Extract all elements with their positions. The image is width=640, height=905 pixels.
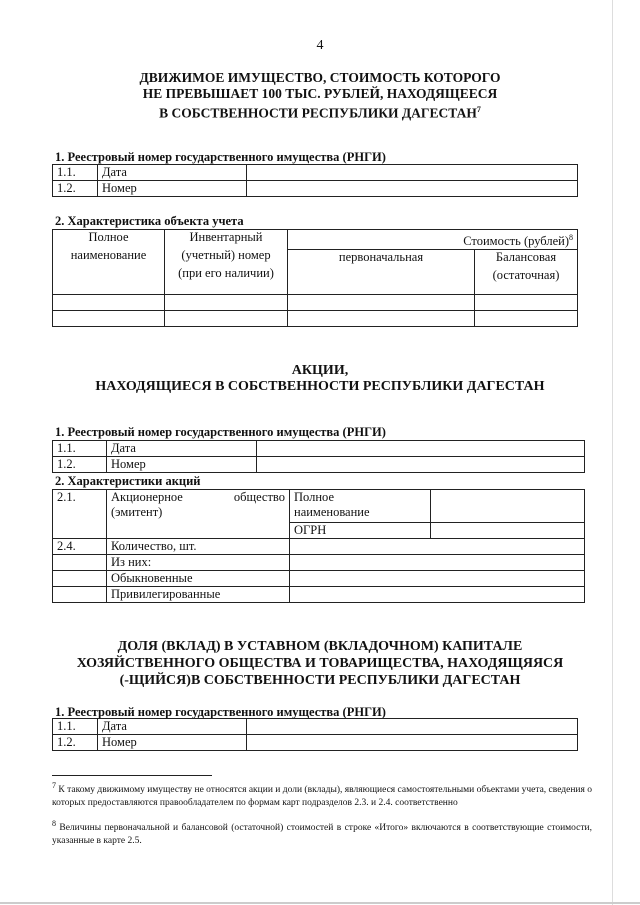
section1-heading-line1: ДВИЖИМОЕ ИМУЩЕСТВО, СТОИМОСТЬ КОТОРОГО xyxy=(139,70,501,85)
section3-registry-title: 1. Реестровый номер государственного имущества (РНГИ) xyxy=(55,705,386,719)
section1-registry-title: 1. Реестровый номер государственного имущества (РНГИ) xyxy=(55,150,386,164)
col-balance-line2: (остаточная) xyxy=(492,268,560,283)
col-cost-header xyxy=(288,230,578,250)
section3-heading xyxy=(40,638,600,689)
reg-value-date[interactable] xyxy=(257,441,585,457)
preferred-label-cell: Привилегированные xyxy=(107,587,290,603)
full-name-label-line2: наименование xyxy=(294,505,370,519)
section2-char-title: 2. Характеристики акций xyxy=(55,474,201,488)
col-balance-line1: Балансовая xyxy=(495,250,557,265)
empty-num-cell xyxy=(53,571,107,587)
section1-heading-line2: НЕ ПРЕВЫШАЕТ 100 ТЫС. РУБЛЕЙ, НАХОДЯЩЕЕСЯ xyxy=(142,86,498,101)
object-characteristics-table xyxy=(52,229,578,327)
full-name-value-cell[interactable] xyxy=(431,490,585,523)
issuer-label-line2: (эмитент) xyxy=(111,505,163,519)
section3-registry-table xyxy=(52,718,578,751)
reg-value-number[interactable] xyxy=(257,457,585,473)
section1-heading-line3-text: В СОБСТВЕННОСТИ РЕСПУБЛИКИ ДАГЕСТАН xyxy=(159,105,477,121)
table-cell[interactable] xyxy=(475,295,578,311)
col-full-name-line1: Полное xyxy=(88,230,129,244)
section3-heading-line3: (-ЩИЙСЯ)В СОБСТВЕННОСТИ РЕСПУБЛИКИ ДАГЕСТАН xyxy=(119,673,521,688)
reg-value-number[interactable] xyxy=(247,735,578,751)
section2-heading-line1: АКЦИИ, xyxy=(291,363,349,378)
reg-num-cell: 1.1. xyxy=(53,165,98,181)
issuer-label-word2: общество xyxy=(233,490,285,504)
footnote-separator xyxy=(52,775,212,776)
reg-num-cell: 1.2. xyxy=(53,735,98,751)
reg-num-cell: 1.2. xyxy=(53,457,107,473)
section2-heading xyxy=(60,363,580,395)
issuer-label-cell xyxy=(107,490,290,539)
section3-heading-line1: ДОЛЯ (ВКЛАД) В УСТАВНОМ (ВКЛАДОЧНОМ) КАПИТАЛЕ xyxy=(117,639,523,654)
section1-char-title: 2. Характеристика объекта учета xyxy=(55,214,244,228)
of-them-value-cell[interactable] xyxy=(290,555,585,571)
reg-label-cell: Дата xyxy=(98,165,247,181)
footnote7-ref: 7 xyxy=(476,105,481,114)
section1-heading xyxy=(60,70,580,122)
empty-num-cell xyxy=(53,587,107,603)
table-cell[interactable] xyxy=(288,311,475,327)
reg-value-date[interactable] xyxy=(247,719,578,735)
col-inventory-line1: Инвентарный xyxy=(189,230,263,244)
col-full-name-line2: наименование xyxy=(70,248,147,262)
ogrn-value-cell[interactable] xyxy=(431,523,585,539)
section1-heading-line3 xyxy=(60,102,580,122)
table-cell[interactable] xyxy=(288,295,475,311)
empty-num-cell xyxy=(53,555,107,571)
quantity-label-cell: Количество, шт. xyxy=(107,539,290,555)
section1-registry-table xyxy=(52,164,578,197)
reg-label-cell: Номер xyxy=(98,735,247,751)
col-inventory-line3: (при его наличии) xyxy=(178,266,274,280)
footnote-7-text: К такому движимому имуществу не относятся акции и доли (вклады), являющиеся самостоятельными объектами учета, сведения о которых предоставляются правообладателем по формам карт подразделов 2.3. и 2.4. соответственно xyxy=(52,785,593,808)
page-number: 4 xyxy=(316,38,324,53)
table-cell[interactable] xyxy=(53,311,165,327)
col-balance-cost-header xyxy=(475,250,578,295)
reg-label-cell: Дата xyxy=(107,441,257,457)
section2-heading-line2: НАХОДЯЩИЕСЯ В СОБСТВЕННОСТИ РЕСПУБЛИКИ ДАГЕСТАН xyxy=(95,379,545,394)
footnote-7-number: 7 xyxy=(52,781,56,790)
footnote-8-number: 8 xyxy=(52,819,56,828)
scan-bottom-edge xyxy=(0,902,640,904)
ogrn-label-cell: ОГРН xyxy=(290,523,431,539)
footnote-8 xyxy=(52,818,592,847)
col-inventory-line2: (учетный) номер xyxy=(181,248,271,262)
row-num-cell: 2.4. xyxy=(53,539,107,555)
reg-num-cell: 1.1. xyxy=(53,441,107,457)
quantity-value-cell[interactable] xyxy=(290,539,585,555)
scan-edge-line xyxy=(612,0,613,905)
shares-characteristics-table xyxy=(52,489,585,603)
preferred-value-cell[interactable] xyxy=(290,587,585,603)
col-initial-cost-header: первоначальная xyxy=(288,250,475,295)
section2-registry-title: 1. Реестровый номер государственного имущества (РНГИ) xyxy=(55,425,386,439)
table-cell[interactable] xyxy=(53,295,165,311)
full-name-label-line1: Полное xyxy=(294,490,334,504)
table-cell[interactable] xyxy=(165,311,288,327)
reg-label-cell: Номер xyxy=(107,457,257,473)
reg-label-cell: Дата xyxy=(98,719,247,735)
col-inventory-header xyxy=(165,230,288,295)
reg-value-date[interactable] xyxy=(247,165,578,181)
section2-registry-table xyxy=(52,440,585,473)
footnote-7 xyxy=(52,780,592,809)
col-full-name-header xyxy=(53,230,165,295)
reg-label-cell: Номер xyxy=(98,181,247,197)
issuer-label-word1: Акционерное xyxy=(111,490,183,504)
reg-num-cell: 1.1. xyxy=(53,719,98,735)
issuer-label-line1 xyxy=(111,490,285,505)
reg-value-number[interactable] xyxy=(247,181,578,197)
col-cost-label: Стоимость (рублей) xyxy=(463,234,569,249)
table-cell[interactable] xyxy=(165,295,288,311)
footnote8-ref: 8 xyxy=(569,233,573,242)
of-them-label-cell: Из них: xyxy=(107,555,290,571)
row-num-cell: 2.1. xyxy=(53,490,107,539)
ordinary-label-cell: Обыкновенные xyxy=(107,571,290,587)
section3-heading-line2: ХОЗЯЙСТВЕННОГО ОБЩЕСТВА И ТОВАРИЩЕСТВА, НАХОДЯЩЯЯСЯ xyxy=(76,656,564,671)
footnote-8-text: Величины первоначальной и балансовой (остаточной) стоимостей в строке «Итого» включаются в соответствующие стоимости, указанные в карте 2.5. xyxy=(52,823,592,846)
full-name-label-cell xyxy=(290,490,431,523)
reg-num-cell: 1.2. xyxy=(53,181,98,197)
table-cell[interactable] xyxy=(475,311,578,327)
ordinary-value-cell[interactable] xyxy=(290,571,585,587)
